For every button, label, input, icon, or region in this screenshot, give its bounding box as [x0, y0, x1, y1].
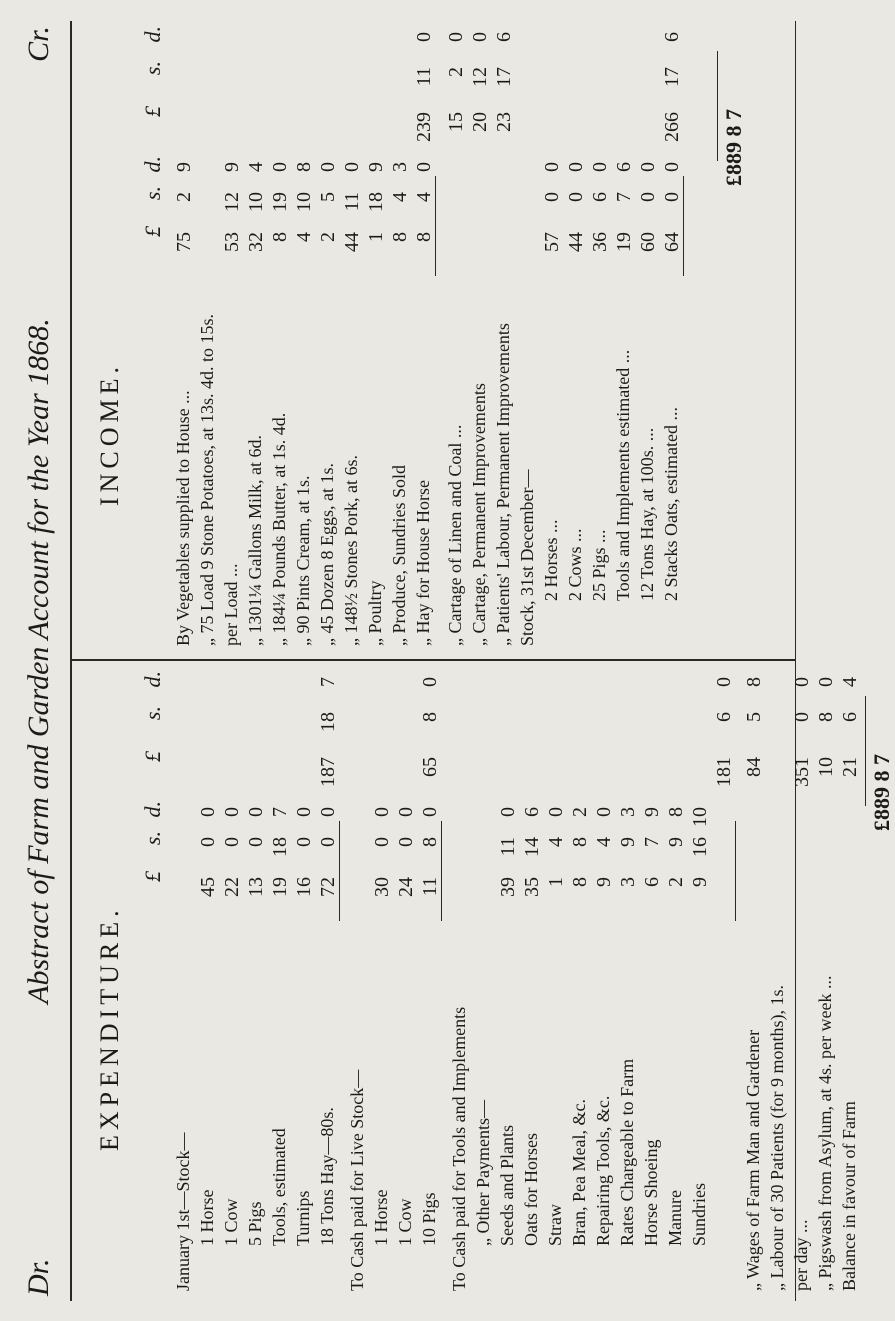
amount-pence: 0 [395, 807, 417, 817]
ledger-row [613, 26, 637, 646]
amount-pence: 0 [815, 677, 837, 687]
row-label: Tools, estimated [269, 1128, 289, 1246]
row-label: 18 Tons Hay—80s. [317, 1107, 337, 1246]
ledger-row [395, 671, 419, 1291]
amount-pence: 0 [713, 677, 735, 687]
amount-pounds: 2 [317, 232, 339, 242]
ledger-row [317, 26, 341, 646]
row-label: Balance in favour of Farm [839, 1101, 859, 1291]
money-column-head: s. [140, 61, 165, 76]
row-label: „ Hay for House Horse [413, 480, 433, 646]
amount-pounds: 23 [493, 112, 515, 132]
money-column-head: £ [140, 751, 165, 762]
amount-pence: 2 [569, 807, 591, 817]
amount-pence: 6 [521, 807, 543, 817]
row-label: 1 Horse [197, 1189, 217, 1246]
amount-shillings: 19 [269, 192, 291, 212]
ledger-row [565, 26, 589, 646]
ledger-row [269, 26, 293, 646]
amount-shillings: 12 [221, 192, 243, 212]
amount-shillings: 4 [413, 192, 435, 202]
expenditure-heading: EXPENDITURE. [95, 905, 124, 1151]
subtotal-row [661, 26, 685, 646]
amount-pounds: 45 [197, 877, 219, 897]
amount-shillings: 17 [493, 67, 515, 87]
amount-shillings: 18 [317, 712, 339, 732]
row-label: 2 Cows ... [565, 528, 585, 601]
amount-pounds: 21 [839, 757, 861, 777]
page-title: Abstract of Farm and Garden Account for the Year 1868. [22, 318, 55, 1004]
amount-shillings: 8 [569, 837, 591, 847]
amount-shillings: 10 [293, 192, 315, 212]
row-label: „ 45 Dozen 8 Eggs, at 1s. [317, 463, 337, 646]
amount-pounds: 44 [565, 232, 587, 252]
row-label: By Vegetables supplied to House ... [173, 390, 193, 646]
amount-pence: 0 [497, 807, 519, 817]
ledger-row [545, 671, 569, 1291]
amount-shillings: 6 [713, 712, 735, 722]
amount-shillings: 8 [419, 837, 441, 847]
ledger-row [341, 26, 365, 646]
row-label: „ Labour of 30 Patients (for 9 months), 1s. [767, 985, 787, 1291]
ledger-row [637, 26, 661, 646]
amount-shillings: 17 [661, 67, 683, 87]
amount-pounds: 24 [395, 877, 417, 897]
amount-shillings: 0 [371, 837, 393, 847]
subtotal-row [419, 671, 443, 1291]
ledger-row [815, 671, 839, 1291]
amount-pounds: 11 [419, 877, 441, 897]
ledger-row [743, 671, 767, 1291]
money-column-head: d. [140, 26, 165, 43]
row-label: „ 184¼ Pounds Butter, at 1s. 4d. [269, 412, 289, 646]
amount-pence: 0 [269, 162, 291, 172]
ledger-row [445, 26, 469, 646]
subtotal-row [317, 671, 341, 1291]
amount-shillings: 2 [445, 67, 467, 77]
amount-pence: 0 [565, 162, 587, 172]
money-column-head: d. [140, 801, 165, 818]
row-label: „ Poultry [365, 580, 385, 646]
subtotal-row [413, 26, 437, 646]
amount-pounds: 6 [641, 877, 663, 887]
amount-pounds: 181 [713, 757, 735, 787]
amount-pounds: 60 [637, 232, 659, 252]
amount-shillings: 0 [197, 837, 219, 847]
amount-shillings: 11 [497, 837, 519, 857]
ledger-row [389, 26, 413, 646]
ledger-row [221, 671, 245, 1291]
amount-pounds: 57 [541, 232, 563, 252]
amount-pence: 8 [743, 677, 765, 687]
amount-shillings: 2 [173, 192, 195, 202]
grand-total: £889 8 7 [721, 109, 746, 186]
row-label: 25 Pigs ... [589, 529, 609, 601]
ledger-row [791, 671, 815, 1291]
amount-pence: 0 [293, 807, 315, 817]
money-column-head: d. [140, 156, 165, 173]
amount-pounds: 22 [221, 877, 243, 897]
grand-total: £889 8 7 [869, 754, 894, 831]
amount-pounds: 187 [317, 757, 339, 787]
amount-pence: 0 [317, 807, 339, 817]
amount-pounds: 19 [613, 232, 635, 252]
amount-pence: 0 [469, 32, 491, 42]
money-column-head: £ [140, 226, 165, 237]
row-label: Bran, Pea Meal, &c. [569, 1099, 589, 1246]
amount-pounds: 8 [569, 877, 591, 887]
amount-pounds: 84 [743, 757, 765, 777]
row-label: 10 Pigs [419, 1192, 439, 1246]
ledger-row [493, 26, 517, 646]
amount-pounds: 1 [545, 877, 567, 887]
amount-pounds: 32 [245, 232, 267, 252]
amount-shillings: 18 [269, 837, 291, 857]
amount-pounds: 65 [419, 757, 441, 777]
row-label: „ Cartage, Permanent Improvements [469, 383, 489, 646]
amount-shillings: 7 [641, 837, 663, 847]
ledger-row [473, 671, 497, 1291]
amount-pounds: 39 [497, 877, 519, 897]
amount-shillings: 11 [341, 192, 363, 212]
amount-shillings: 11 [413, 67, 435, 87]
amount-pounds: 8 [269, 232, 291, 242]
row-label: Seeds and Plants [497, 1125, 517, 1246]
row-label: „ 75 Load 9 Stone Potatoes, at 13s. 4d. to 15s. [197, 314, 217, 646]
total-rule [865, 696, 866, 806]
amount-pence: 0 [413, 162, 435, 172]
debit-label: Dr. [22, 1258, 55, 1296]
row-label: „ Wages of Farm Man and Gardener [743, 1029, 763, 1291]
amount-shillings: 0 [245, 837, 267, 847]
amount-pounds: 9 [593, 877, 615, 887]
amount-pounds: 64 [661, 232, 683, 252]
amount-pence: 9 [641, 807, 663, 817]
ledger-row [221, 26, 245, 646]
amount-pence: 3 [617, 807, 639, 817]
row-label: To Cash paid for Live Stock— [347, 1069, 367, 1291]
amount-shillings: 10 [245, 192, 267, 212]
amount-pence: 6 [613, 162, 635, 172]
ledger-row [293, 26, 317, 646]
amount-shillings: 0 [791, 712, 813, 722]
row-label: „ 90 Pints Cream, at 1s. [293, 475, 313, 646]
ledger-row [371, 671, 395, 1291]
row-label: 1 Cow [221, 1198, 241, 1246]
row-label: 5 Pigs [245, 1201, 265, 1246]
amount-shillings: 0 [637, 192, 659, 202]
amount-pence: 8 [665, 807, 687, 817]
amount-pounds: 1 [365, 232, 387, 242]
row-label: per Load ... [221, 563, 241, 646]
amount-pence: 8 [293, 162, 315, 172]
row-label: Stock, 31st December— [517, 469, 537, 646]
amount-pence: 4 [245, 162, 267, 172]
ledger-row [449, 671, 473, 1291]
amount-pence: 0 [221, 807, 243, 817]
amount-pence: 10 [689, 807, 711, 827]
ledger-row [365, 26, 389, 646]
expenditure-column [95, 671, 894, 1291]
amount-pence: 0 [445, 32, 467, 42]
amount-pounds: 10 [815, 757, 837, 777]
amount-pounds: 36 [589, 232, 611, 252]
amount-shillings: 5 [317, 192, 339, 202]
ledger-row [665, 671, 689, 1291]
ledger-row [293, 671, 317, 1291]
amount-shillings: 18 [365, 192, 387, 212]
amount-pence: 0 [197, 807, 219, 817]
page-header [22, 26, 62, 1296]
money-column-head: s. [140, 831, 165, 846]
amount-pounds: 351 [791, 757, 813, 787]
amount-shillings: 0 [565, 192, 587, 202]
money-column-head: s. [140, 706, 165, 721]
row-label: Straw [545, 1204, 565, 1246]
amount-pence: 0 [545, 807, 567, 817]
amount-pence: 0 [317, 162, 339, 172]
row-label: 1 Cow [395, 1198, 415, 1246]
amount-pence: 0 [419, 807, 441, 817]
amount-pence: 0 [245, 807, 267, 817]
amount-shillings: 0 [317, 837, 339, 847]
money-column-head: d. [140, 671, 165, 688]
amount-pounds: 15 [445, 112, 467, 132]
amount-pounds: 75 [173, 232, 195, 252]
credit-label: Cr. [22, 26, 55, 62]
income-heading: INCOME. [95, 361, 124, 506]
ledger-row [469, 26, 493, 646]
row-label: Manure [665, 1190, 685, 1246]
amount-pence: 9 [173, 162, 195, 172]
amount-pounds: 9 [689, 877, 711, 887]
ledger-row [245, 671, 269, 1291]
money-column-head: s. [140, 186, 165, 201]
money-column-head: £ [140, 871, 165, 882]
row-label: „ Other Payments— [473, 1100, 493, 1246]
amount-shillings: 12 [469, 67, 491, 87]
row-label: „ Patients' Labour, Permanent Improvements [493, 323, 513, 646]
ledger-row [767, 671, 791, 1291]
amount-pounds: 8 [413, 232, 435, 242]
ledger-row [593, 671, 617, 1291]
amount-shillings: 14 [521, 837, 543, 857]
row-label: Sundries [689, 1183, 709, 1246]
row-label: 2 Stacks Oats, estimated ... [661, 407, 681, 601]
amount-pence: 0 [791, 677, 813, 687]
amount-pence: 0 [589, 162, 611, 172]
amount-shillings: 4 [389, 192, 411, 202]
amount-pounds: 44 [341, 232, 363, 252]
row-label: 1 Horse [371, 1189, 391, 1246]
amount-pence: 4 [839, 677, 861, 687]
amount-shillings: 4 [545, 837, 567, 847]
amount-pence: 0 [637, 162, 659, 172]
amount-pounds: 4 [293, 232, 315, 242]
amount-pence: 6 [493, 32, 515, 42]
amount-pounds: 2 [665, 877, 687, 887]
row-label: Horse Shoeing [641, 1139, 661, 1246]
amount-pounds: 3 [617, 877, 639, 887]
amount-shillings: 8 [815, 712, 837, 722]
amount-pence: 0 [371, 807, 393, 817]
row-label: Repairing Tools, &c. [593, 1095, 613, 1246]
amount-shillings: 8 [419, 712, 441, 722]
center-rule [70, 659, 795, 661]
row-label: January 1st—Stock— [173, 1132, 193, 1291]
amount-shillings: 9 [617, 837, 639, 847]
ledger-row [641, 671, 665, 1291]
amount-pounds: 53 [221, 232, 243, 252]
amount-shillings: 7 [613, 192, 635, 202]
row-label: „ Cartage of Linen and Coal ... [445, 424, 465, 646]
ledger-row [197, 671, 221, 1291]
row-label: „ Produce, Sundries Sold [389, 465, 409, 646]
row-label: per day ... [791, 1219, 811, 1291]
amount-pence: 3 [389, 162, 411, 172]
row-label: Turnips [293, 1190, 313, 1246]
row-label: Rates Chargeable to Farm [617, 1058, 637, 1246]
amount-pounds: 239 [413, 112, 435, 142]
amount-shillings: 0 [661, 192, 683, 202]
ledger-row [521, 671, 545, 1291]
amount-shillings: 0 [395, 837, 417, 847]
amount-pounds: 13 [245, 877, 267, 897]
amount-pence: 0 [419, 677, 441, 687]
amount-shillings: 0 [293, 837, 315, 847]
amount-pounds: 19 [269, 877, 291, 897]
amount-pence: 0 [593, 807, 615, 817]
row-label: „ 148½ Stones Pork, at 6s. [341, 455, 361, 646]
amount-shillings: 16 [689, 837, 711, 857]
amount-pence: 0 [541, 162, 563, 172]
amount-shillings: 0 [221, 837, 243, 847]
amount-shillings: 9 [665, 837, 687, 847]
amount-pence: 0 [341, 162, 363, 172]
ledger-row [269, 671, 293, 1291]
ledger-row [589, 26, 613, 646]
amount-pounds: 30 [371, 877, 393, 897]
amount-shillings: 0 [541, 192, 563, 202]
subtotal-row [713, 671, 737, 1291]
ledger-row [689, 671, 713, 1291]
ledger-row [347, 671, 371, 1291]
row-label: Oats for Horses [521, 1133, 541, 1246]
amount-shillings: 5 [743, 712, 765, 722]
amount-pence: 7 [269, 807, 291, 817]
amount-pence: 7 [317, 677, 339, 687]
ledger-row [245, 26, 269, 646]
ledger-row [197, 26, 221, 646]
amount-shillings: 6 [839, 712, 861, 722]
row-label: To Cash paid for Tools and Implements [449, 1006, 469, 1291]
row-label: 2 Horses ... [541, 519, 561, 601]
amount-pence: 9 [221, 162, 243, 172]
amount-pounds: 16 [293, 877, 315, 897]
top-rule [70, 21, 72, 1301]
total-rule [717, 51, 718, 161]
amount-pence: 9 [365, 162, 387, 172]
amount-pounds: 266 [661, 112, 683, 142]
amount-shillings: 4 [593, 837, 615, 847]
ledger-row [839, 671, 863, 1291]
ledger-row [617, 671, 641, 1291]
amount-pounds: 8 [389, 232, 411, 242]
row-label: 12 Tons Hay, at 100s. ... [637, 427, 657, 601]
amount-pounds: 72 [317, 877, 339, 897]
ledger-row [173, 671, 197, 1291]
ledger-row [497, 671, 521, 1291]
amount-pounds: 35 [521, 877, 543, 897]
ledger-row [569, 671, 593, 1291]
row-label: Tools and Implements estimated ... [613, 349, 633, 601]
ledger-row [173, 26, 197, 646]
amount-pounds: 20 [469, 112, 491, 132]
ledger-row [517, 26, 541, 646]
money-column-head: £ [140, 106, 165, 117]
amount-pence: 6 [661, 32, 683, 42]
amount-pence: 0 [413, 32, 435, 42]
amount-pence: 0 [661, 162, 683, 172]
row-label: „ 1301¼ Gallons Milk, at 6d. [245, 435, 265, 646]
row-label: „ Pigswash from Asylum, at 4s. per week ... [815, 975, 835, 1291]
ledger-row [541, 26, 565, 646]
income-column [95, 26, 785, 646]
amount-shillings: 6 [589, 192, 611, 202]
